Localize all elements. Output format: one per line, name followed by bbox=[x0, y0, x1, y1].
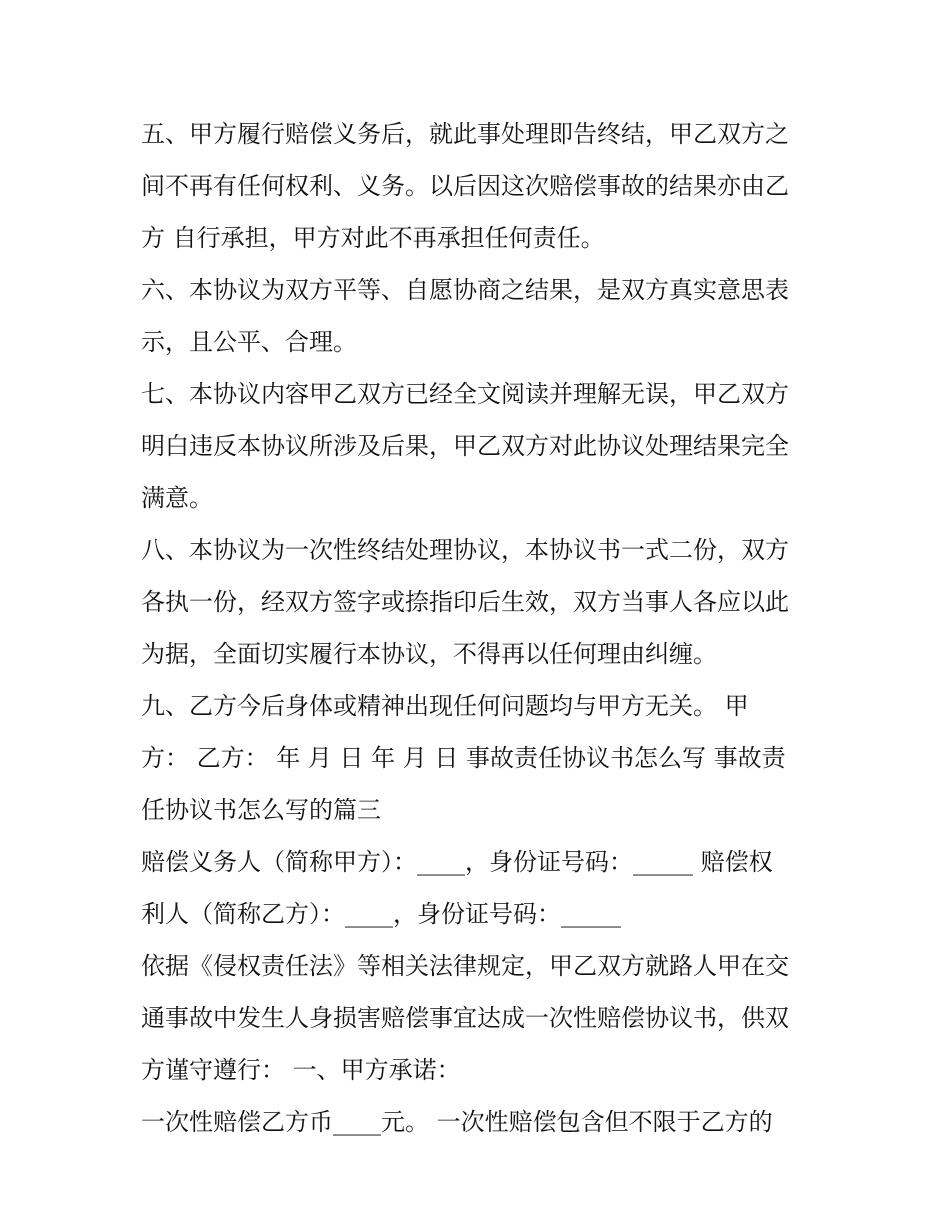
text-line: 为据，全面切实履行本协议，不得再以任何理由纠缠。 bbox=[141, 640, 717, 668]
text-line: 各执一份，经双方签字或捺指印后生效，双方当事人各应以此 bbox=[141, 588, 789, 616]
text-line: 方 自行承担，甲方对此不再承担任何责任。 bbox=[141, 224, 605, 252]
text-line: 九、乙方今后身体或精神出现任何问题均与甲方无关。 甲 bbox=[141, 692, 749, 720]
text-line: 满意。 bbox=[141, 484, 213, 512]
text-line: 赔偿义务人（简称甲方）：____，身份证号码：_____ 赔偿权 bbox=[141, 848, 773, 876]
text-line: 依据《侵权责任法》等相关法律规定，甲乙双方就路人甲在交 bbox=[141, 952, 789, 980]
text-line: 利人（简称乙方）：____，身份证号码：_____ bbox=[141, 900, 621, 928]
text-line: 任协议书怎么写的篇三 bbox=[141, 796, 381, 824]
text-line: 方谨守遵行： 一、甲方承诺： bbox=[141, 1056, 461, 1084]
document-body bbox=[141, 108, 821, 1148]
text-line: 五、甲方履行赔偿义务后，就此事处理即告终结，甲乙双方之 bbox=[141, 120, 789, 148]
text-line: 一次性赔偿乙方币____元。 一次性赔偿包含但不限于乙方的 bbox=[141, 1108, 773, 1136]
text-line: 七、本协议内容甲乙双方已经全文阅读并理解无误，甲乙双方 bbox=[141, 380, 789, 408]
text-line: 间不再有任何权利、义务。以后因这次赔偿事故的结果亦由乙 bbox=[141, 172, 789, 200]
text-line: 八、本协议为一次性终结处理协议，本协议书一式二份，双方 bbox=[141, 536, 789, 564]
text-line: 六、本协议为双方平等、自愿协商之结果，是双方真实意思表 bbox=[141, 276, 789, 304]
text-line: 方： 乙方： 年 月 日 年 月 日 事故责任协议书怎么写 事故责 bbox=[141, 744, 786, 772]
text-line: 示，且公平、合理。 bbox=[141, 328, 357, 356]
text-line: 明白违反本协议所涉及后果，甲乙双方对此协议处理结果完全 bbox=[141, 432, 789, 460]
text-line: 通事故中发生人身损害赔偿事宜达成一次性赔偿协议书，供双 bbox=[141, 1004, 789, 1032]
